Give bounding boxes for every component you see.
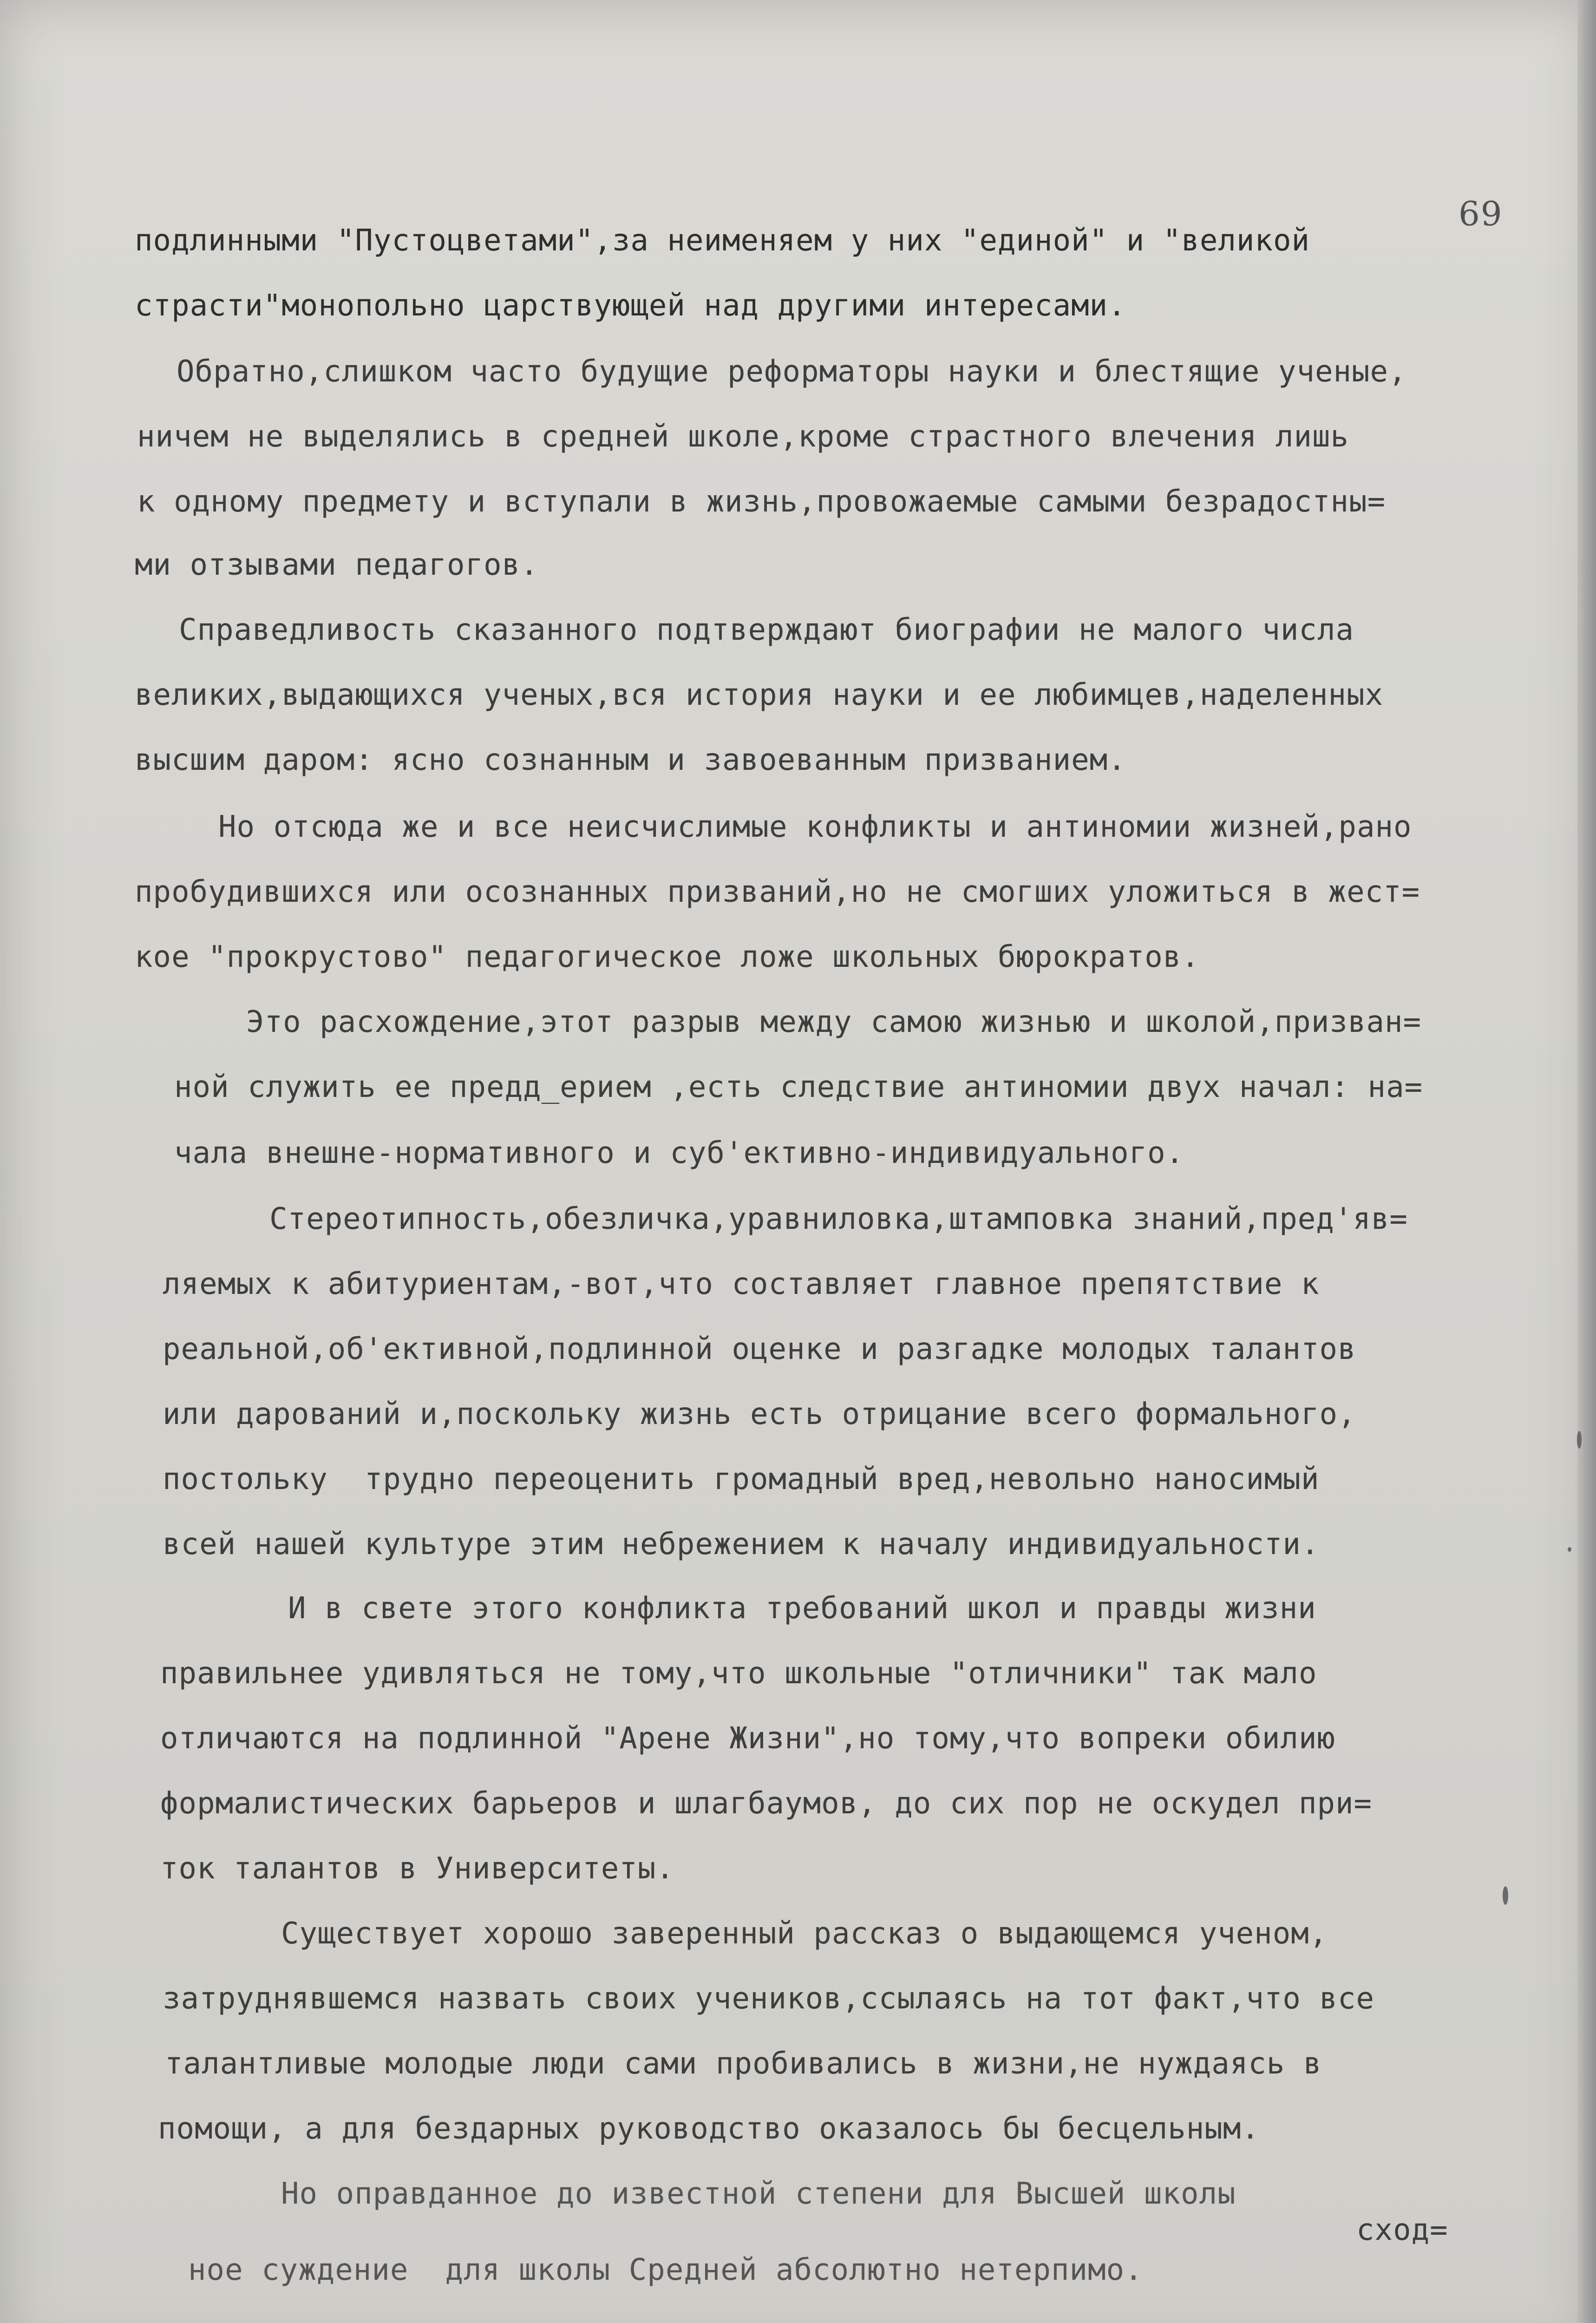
text-line: пробудившихся или осознанных призваний,но не смогших уложиться в жест= — [135, 875, 1420, 909]
text-line: талантливые молодые люди сами пробивались в жизни,не нуждаясь в — [165, 2047, 1322, 2081]
text-line: подлинными "Пустоцветами",за неименяем у них "единой" и "великой — [135, 223, 1310, 258]
text-line: страсти"монопольно царствующей над другими интересами. — [135, 289, 1126, 323]
right-edge-strip — [1577, 0, 1596, 2323]
text-line: И в свете этого конфликта требований школ и правды жизни — [288, 1591, 1316, 1626]
text-line: Справедливость сказанного подтверждают биографии не малого числа — [179, 613, 1354, 647]
text-line: Это расхождение,этот разрыв между самою жизнью и школой,призван= — [246, 1005, 1421, 1039]
text-line: ной служить ее предд_ерием ,есть следствие антиномии двух начал: на= — [174, 1070, 1423, 1104]
text-line: высшим даром: ясно сознанным и завоеванным призванием. — [135, 743, 1126, 777]
text-line: отличаются на подлинной "Арене Жизни",но тому,что вопреки обилию — [160, 1721, 1335, 1756]
text-line: ное суждение для школы Средней абсолютно нетерпимо. — [188, 2253, 1143, 2287]
text-line: Но отсюда же и все неисчислимые конфликты и антиномии жизней,рано — [218, 810, 1412, 844]
text-line: ток талантов в Университеты. — [160, 1851, 674, 1886]
text-line: ляемых к абитуриентам,-вот,что составляет главное препятствие к — [163, 1267, 1320, 1301]
text-line: правильнее удивляться не тому,что школьные "отличники" так мало — [160, 1656, 1317, 1691]
text-line: кое "прокрустово" педагогическое ложе школьных бюрократов. — [135, 940, 1200, 974]
text-line: всей нашей культуре этим небрежением к началу индивидуальности. — [163, 1527, 1320, 1562]
text-line: ми отзывами педагогов. — [135, 548, 539, 582]
text-line: Обратно,слишком часто будущие реформаторы науки и блестящие ученые, — [177, 354, 1407, 389]
text-line: к одному предмету и вступали в жизнь,провожаемые самыми безрадостны= — [137, 485, 1386, 519]
paper-speck — [1577, 1431, 1582, 1449]
text-line: формалистических барьеров и шлагбаумов, до сих пор не оскудел при= — [160, 1786, 1373, 1821]
text-line: постольку трудно переоценить громадный вред,невольно наносимый — [163, 1462, 1320, 1496]
paper-speck — [1568, 1547, 1571, 1552]
text-line: великих,выдающихся ученых,вся история науки и ее любимцев,наделенных — [135, 678, 1384, 712]
text-line: Существует хорошо заверенный рассказ о выдающемся ученом, — [281, 1916, 1328, 1951]
paper-speck — [1503, 1886, 1508, 1905]
text-line: чала внешне-нормативного и суб'ективно-индивидуального. — [174, 1136, 1184, 1170]
text-line: помощи, а для бездарных руководство оказалось бы бесцельным. — [158, 2112, 1260, 2146]
text-line: Стереотипность,обезличка,уравниловка,штамповка знаний,пред'яв= — [269, 1202, 1408, 1236]
text-line: реальной,об'ективной,подлинной оценке и разгадке молодых талантов — [163, 1332, 1356, 1366]
text-line: сход= — [1356, 2213, 1448, 2247]
text-line: или дарований и,поскольку жизнь есть отрицание всего формального, — [163, 1397, 1356, 1431]
text-line: ничем не выделялись в средней школе,кроме страстного влечения лишь — [137, 420, 1349, 454]
text-line: Но оправданное до известной степени для Высшей школы — [281, 2177, 1236, 2211]
page-number: 69 — [1459, 194, 1503, 233]
text-line: затруднявшемся назвать своих учеников,ссылаясь на тот факт,что все — [163, 1982, 1375, 2016]
